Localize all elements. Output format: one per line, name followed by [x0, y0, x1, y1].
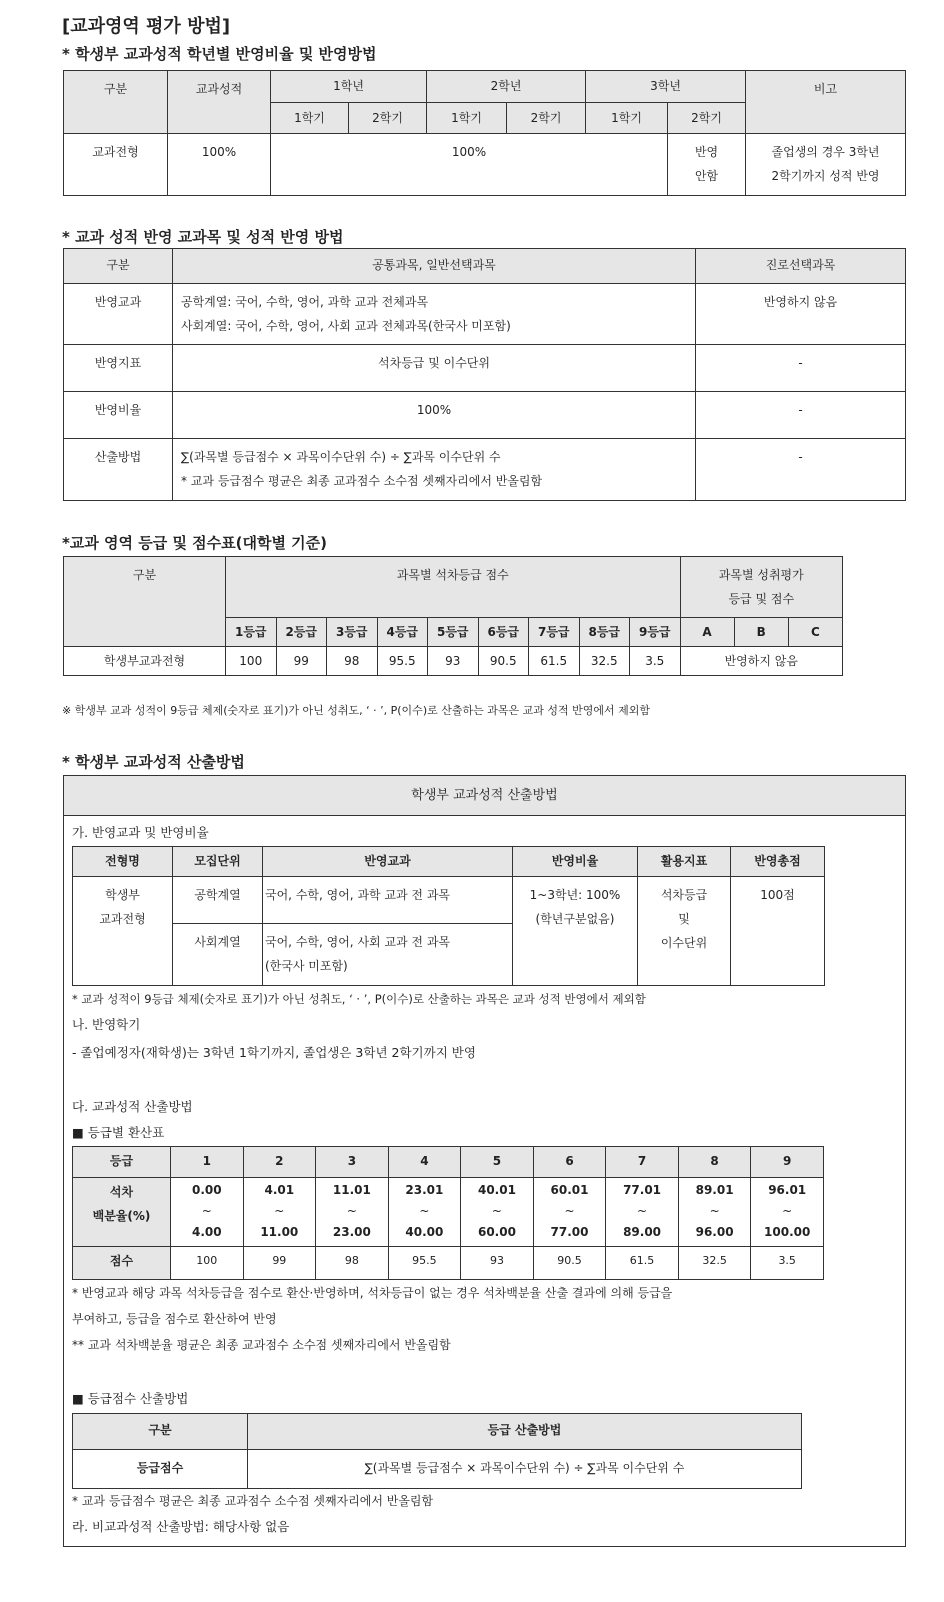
grade-header: 6 [533, 1147, 606, 1178]
section1-heading: * 학생부 교과성적 학년별 반영비율 및 반영방법 [62, 45, 377, 63]
section4-heading: * 학생부 교과성적 산출방법 [62, 753, 245, 771]
term: 2학기 [349, 103, 427, 134]
text: 1~3학년: 100% [529, 888, 621, 902]
percentile-cell [751, 1178, 824, 1247]
page-title: [교과영역 평가 방법] [62, 16, 231, 37]
grade-header: 1등급 [226, 618, 277, 647]
subjects-table [63, 248, 906, 501]
cell: - [696, 345, 906, 392]
text: 사회계열: 국어, 수학, 영어, 사회 교과 전체과목(한국사 미포함) [181, 319, 511, 333]
term: 2학기 [507, 103, 586, 134]
text: 백분율(%) [92, 1209, 151, 1223]
score-cell: 3.5 [751, 1247, 824, 1280]
header: 전형명 [73, 847, 173, 877]
row-label [73, 1178, 171, 1247]
conversion-table [72, 1146, 824, 1280]
header: 1학년 [271, 71, 427, 103]
cell [638, 877, 731, 986]
text: ~ [346, 1204, 357, 1218]
text: 23.01 [405, 1183, 444, 1197]
percentile-cell [533, 1178, 606, 1247]
cell: 산출방법 [64, 439, 173, 501]
text: 4.01 [264, 1183, 295, 1197]
score-cell: 100 [226, 647, 277, 676]
text: 반영 [694, 145, 719, 159]
cell [173, 439, 696, 501]
score-cell: 90.5 [533, 1247, 606, 1280]
subjects-ratio-table [72, 846, 825, 986]
grade-header: 9 [751, 1147, 824, 1178]
text: 졸업생의 경우 3학년 [771, 145, 880, 159]
cell [173, 284, 696, 345]
text: 이수단위 [660, 936, 708, 950]
text: 11.01 [332, 1183, 371, 1197]
text: 4.00 [191, 1225, 222, 1239]
text: 89.00 [623, 1225, 662, 1239]
score-cell: 98 [316, 1247, 389, 1280]
header: 3학년 [586, 71, 746, 103]
cell [746, 134, 906, 196]
score-cell: 32.5 [678, 1247, 751, 1280]
percentile-cell [243, 1178, 316, 1247]
text: * 교과 등급점수 평균은 최종 교과점수 소수점 셋째자리에서 반올림함 [181, 474, 543, 488]
text: 석차 [109, 1185, 134, 1199]
score-cell: 99 [243, 1247, 316, 1280]
header: 구분 [64, 249, 173, 284]
cell: 사회계열 [173, 924, 263, 986]
term: 2학기 [668, 103, 746, 134]
score-cell: 100 [171, 1247, 244, 1280]
text: 100.00 [764, 1225, 811, 1239]
text: ~ [564, 1204, 575, 1218]
header: 등급 [73, 1147, 171, 1178]
header: 구분 [64, 557, 226, 647]
cell: 등급점수 [73, 1450, 248, 1489]
grade-note: ※ 학생부 교과 성적이 9등급 체제(숫자로 표기)가 아닌 성취도, ‘ · ’, P(이수)로 산출하는 과목은 교과 성적 반영에서 제외함 [62, 704, 650, 717]
cell: 반영비율 [64, 392, 173, 439]
grade-header: 3 [316, 1147, 389, 1178]
text: 40.00 [405, 1225, 444, 1239]
cell: 100% [168, 134, 271, 196]
text: 교과전형 [99, 912, 146, 926]
text: 2학기까지 성적 반영 [771, 169, 880, 183]
text: - 졸업예정자(재학생)는 3학년 1학기까지, 졸업생은 3학년 2학기까지 반영 [72, 1045, 476, 1060]
score-cell: 61.5 [606, 1247, 679, 1280]
cell: - [696, 392, 906, 439]
cell [668, 134, 746, 196]
header: 반영총점 [731, 847, 825, 877]
text: 60.01 [550, 1183, 589, 1197]
header: 구분 [73, 1414, 248, 1450]
cell [263, 924, 513, 986]
text: 96.01 [768, 1183, 807, 1197]
text: 40.01 [477, 1183, 516, 1197]
text: ~ [201, 1204, 212, 1218]
achievement-header: A [680, 618, 734, 647]
header: 공통과목, 일반선택과목 [173, 249, 696, 284]
score-cell: 99 [276, 647, 327, 676]
percentile-cell [388, 1178, 461, 1247]
score-cell: 93 [461, 1247, 534, 1280]
text: (학년구분없음) [535, 912, 615, 926]
text: 안함 [694, 169, 719, 183]
text: 89.01 [695, 1183, 734, 1197]
section3-heading: *교과 영역 등급 및 점수표(대학별 기준) [62, 534, 328, 552]
score-cell: 3.5 [630, 647, 681, 676]
term: 1학기 [586, 103, 668, 134]
score-cell: 95.5 [377, 647, 428, 676]
cell: ∑(과목별 등급점수 × 과목이수단위 수) ÷ ∑과목 이수단위 수 [248, 1450, 802, 1489]
text: ~ [637, 1204, 648, 1218]
calc-box [63, 775, 906, 1547]
subheading-na: 나. 반영학기 [72, 1017, 141, 1032]
cell: 100% [271, 134, 668, 196]
calc-title: ■ 등급점수 산출방법 [72, 1391, 189, 1406]
subheading-ga: 가. 반영교과 및 반영비율 [72, 825, 209, 840]
text: 등급 및 점수 [728, 592, 795, 606]
text: 11.00 [260, 1225, 299, 1239]
grade-header: 8등급 [579, 618, 630, 647]
text: 공학계열: 국어, 수학, 영어, 과학 교과 전체과목 [181, 295, 429, 309]
text: 국어, 수학, 영어, 사회 교과 전 과목 [265, 935, 451, 949]
text: 77.00 [550, 1225, 589, 1239]
cell: 100점 [731, 877, 825, 986]
grade-header: 7등급 [529, 618, 580, 647]
note: ** 교과 석차백분율 평균은 최종 교과점수 소수점 셋째자리에서 반올림함 [72, 1338, 451, 1352]
grade-header: 2등급 [276, 618, 327, 647]
cell [73, 877, 173, 986]
note: * 반영교과 해당 과목 석차등급을 점수로 환산·반영하며, 석차등급이 없는 경우 석차백분율 산출 결과에 의해 등급을 [72, 1286, 673, 1300]
grade-header: 5 [461, 1147, 534, 1178]
text: ~ [709, 1204, 720, 1218]
score-cell: 98 [327, 647, 378, 676]
header: 모집단위 [173, 847, 263, 877]
text: ~ [274, 1204, 285, 1218]
grade-header: 8 [678, 1147, 751, 1178]
cell: - [696, 439, 906, 501]
note: 부여하고, 등급을 점수로 환산하여 반영 [72, 1312, 277, 1326]
abc-cell: 반영하지 않음 [680, 647, 843, 676]
subheading-ra: 라. 비교과성적 산출방법: 해당사항 없음 [72, 1519, 290, 1534]
text: 77.01 [623, 1183, 662, 1197]
cell: 100% [173, 392, 696, 439]
section2-heading: * 교과 성적 반영 교과목 및 성적 반영 방법 [62, 228, 344, 246]
header: 반영교과 [263, 847, 513, 877]
grade-header: 1 [171, 1147, 244, 1178]
text: ∑(과목별 등급점수 × 과목이수단위 수) ÷ ∑과목 이수단위 수 [181, 450, 501, 464]
cell: 반영지표 [64, 345, 173, 392]
header: 진로선택과목 [696, 249, 906, 284]
grade-header: 4등급 [377, 618, 428, 647]
cell: 반영하지 않음 [696, 284, 906, 345]
header: 2학년 [427, 71, 586, 103]
percentile-cell [316, 1178, 389, 1247]
note: * 교과 성적이 9등급 체제(숫자로 표기)가 아닌 성취도, ‘ · ’, P(이수)로 산출하는 과목은 교과 성적 반영에서 제외함 [72, 992, 646, 1006]
percentile-cell [606, 1178, 679, 1247]
grade-header: 4 [388, 1147, 461, 1178]
score-cell: 90.5 [478, 647, 529, 676]
header: 반영비율 [513, 847, 638, 877]
cell [513, 877, 638, 986]
achievement-header: C [788, 618, 842, 647]
cell: 교과전형 [64, 134, 168, 196]
percentile-cell [678, 1178, 751, 1247]
text: 과목별 성취평가 [718, 568, 804, 582]
percentile-cell [461, 1178, 534, 1247]
cell: 국어, 수학, 영어, 과학 교과 전 과목 [263, 877, 513, 924]
score-cell: 32.5 [579, 647, 630, 676]
header: 과목별 석차등급 점수 [226, 557, 681, 618]
row-label: 점수 [73, 1247, 171, 1280]
text: 60.00 [477, 1225, 516, 1239]
percentile-cell [171, 1178, 244, 1247]
text: 96.00 [695, 1225, 734, 1239]
header: 교과성적 [168, 71, 271, 134]
text: 0.00 [191, 1183, 222, 1197]
conv-title: ■ 등급별 환산표 [72, 1125, 165, 1140]
header: 구분 [64, 71, 168, 134]
grade-header: 7 [606, 1147, 679, 1178]
text: ~ [491, 1204, 502, 1218]
cell: 석차등급 및 이수단위 [173, 345, 696, 392]
header: 등급 산출방법 [248, 1414, 802, 1450]
text: 23.00 [332, 1225, 371, 1239]
achievement-header: B [734, 618, 788, 647]
subheading-da: 다. 교과성적 산출방법 [72, 1099, 193, 1114]
text: 및 [678, 912, 690, 926]
row-label: 학생부교과전형 [64, 647, 226, 676]
text: 학생부 [105, 888, 140, 902]
cell: 반영교과 [64, 284, 173, 345]
score-cell: 95.5 [388, 1247, 461, 1280]
score-cell: 93 [428, 647, 479, 676]
calc-table [72, 1413, 802, 1489]
text: (한국사 미포함) [265, 959, 348, 973]
header: 비고 [746, 71, 906, 134]
note: * 교과 등급점수 평균은 최종 교과점수 소수점 셋째자리에서 반올림함 [72, 1494, 434, 1508]
grade-header: 3등급 [327, 618, 378, 647]
grade-header: 6등급 [478, 618, 529, 647]
term: 1학기 [271, 103, 349, 134]
header [680, 557, 843, 618]
header: 활용지표 [638, 847, 731, 877]
text: ~ [419, 1204, 430, 1218]
grade-score-table [63, 556, 843, 676]
grade-header: 2 [243, 1147, 316, 1178]
text: 석차등급 [660, 888, 708, 902]
cell: 공학계열 [173, 877, 263, 924]
term: 1학기 [427, 103, 507, 134]
text: ~ [782, 1204, 793, 1218]
yearly-ratio-table [63, 70, 906, 196]
box-title: 학생부 교과성적 산출방법 [64, 776, 905, 816]
score-cell: 61.5 [529, 647, 580, 676]
grade-header: 9등급 [630, 618, 681, 647]
grade-header: 5등급 [428, 618, 479, 647]
